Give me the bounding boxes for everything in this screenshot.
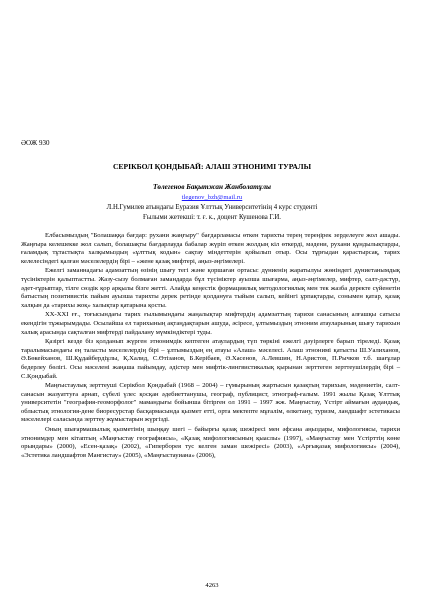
paragraph: Маңғыстаулық зерттеуші Серікбол Қондыбай (1968 – 2004) – гүмырының жартысын қазақтың тарихын, мәдениетін, салт-санасын жазуаттуға арнап, сүбелі үлес қосқан әдебиеттанушы, географ, публицист, этнограф-ғалым. 1991 жылы Қазақ Ұлттық университетін "география-геоморфолог" мамандығы бойынша бітірген ол 1991 – 1997 жж. Маңғыстау, Үстірт аймағын аудандық, облыстық этнология-дене биоресурстар басқармасында қызмет етті, орта мектепте мұғалім, өлкетану, туризм, ландшафт эстетикасы мәселелері саласында зерттеу жұмыстарын жүргізді. xyxy=(21,382,400,424)
author-email-link[interactable]: tlegenov_bzh@mail.ru xyxy=(181,194,243,201)
article-title: СЕРІКБОЛ ҚОНДЫБАЙ: АЛАШ ЭТНОНИМІ ТУРАЛЫ xyxy=(112,162,312,171)
scientific-advisor: Ғылыми жетекші: т. ғ. к., доцент Кушенова Г.И. xyxy=(143,214,281,221)
paragraph: Қазіргі кезде біз қолданып жүрген этнонимдік кептеген атаулардың түп төркіні ежелгі дәуірлерге барып тіреледі. Қазақ таралымасындағы ең таласты мәселелердің бірі – ұлтымыздың ең атауы «Алаш» мәселесі. Алаш этнонимі қатысты Ш.Уалиханов, Ә.Бөкейханов, Ш.Құдайбердіұлы, Қ.Халид, С.Өтізанов, Б.Керібаев, Ә.Хасенов, А.Левшин, Н.Аристов, П.Рычков т.б. шағұлар бедерлеу бөлігі. Осы мәселені жаңаша пайымдау, әдістер мен мифтік-лингвистикалық қырынан зерттеген зерттеушілердің бірі – С.Қондыбай. xyxy=(21,338,400,380)
author-name: Төлегенов Бақытжан Жанболатұлы xyxy=(152,183,272,191)
page-number: 4263 xyxy=(205,582,219,589)
paragraph: Оның шығармашылық қызметінің шыңқау шегі – байырғы қазақ шежіресі мен әфсана аңыздары, мифологиясы, тарихи этнонимдер мен кітаптың «Маңғыстау географиясы», «Қазақ мифологиясының қыаслы» (1997), «Маңғыстау мен Үстірттің көне орындары» (2000), «Есен-қазақ» (2002), «Гиперборея тус келген заман шежіресі» (2003), «Арғықазақ мифологиясы» (2004), «Эстетика ландшафтов Мангистау» (2005), «Маңғыстауиана» (2006), xyxy=(21,426,400,459)
paragraph: Ежелгі заманнадағы адамзаттың өзінің шығу тегі және қоршаған ортасы: дүниенің жаратылуы жөніндегі дүниетанымдық түсініктерін қалыптастты. Жазу-сызу болмаған замандарда бұл түсініктер ауызша шығарма, аңыз-әңгімелер, мифтер, салт-дәстүр, әдет-ғұрыптар, тілге сөздік қор арқылы бізге жетті. Алайда кеңестік формациялық методологиялық мен тек жазба деректе сүйенетін батыстың позитивистік пайым ауызша тарихты дерек ретінде қолдануға тыйым салып, кейінгі ұрпақтарды, сонымен қатар, қазақ халқын да «тарихы жоқ» халықтар қатарына қосты. xyxy=(21,267,400,309)
paragraph: ХХ-ХХІ ғғ., тоғысындағы тарих ғылымындағы жаңалықтар мифтердің адамзаттың тарихи санасының алғашқы сатысы екендігін тұжырымдады. Осылайша ел тарихының ақтаңдақтарын ашуда, әсіресе, ұлтымыздың этноним атауларының шығу тарихын халық арасында сақталған мифтерді пайдалану мүмкіндіктері туды. xyxy=(21,311,400,336)
udc-code: ӘОЖ 930 xyxy=(21,139,50,147)
author-affiliation: Л.Н.Гумилев атындағы Еуразия Ұлттық Университетінің 4 курс студенті xyxy=(106,204,318,211)
paragraph: Елбасымыздың "Болашаққа бағдар: рухани жаңғыру" бағдарламасы өткен тарихты терең тереңірек зерделеуге жол ашады. Жаңғыра келешекке жол салып, болашақты бағдарлауда бабалар жүріп өткен жолдың кіл өткерді, мәдени, рухани құндылықтарды, ғаламдық тұтастықта халқымыздың «ұлттық кодын» сақтау міндеттерін қойылып отыр. Осы тұрғыдан қарастырсақ, тарих келелесіндегі қалған мәселелердің бірі – «жене қазақ мифтері, аңыз-әңгімелері. xyxy=(21,232,400,265)
article-body xyxy=(21,232,400,461)
